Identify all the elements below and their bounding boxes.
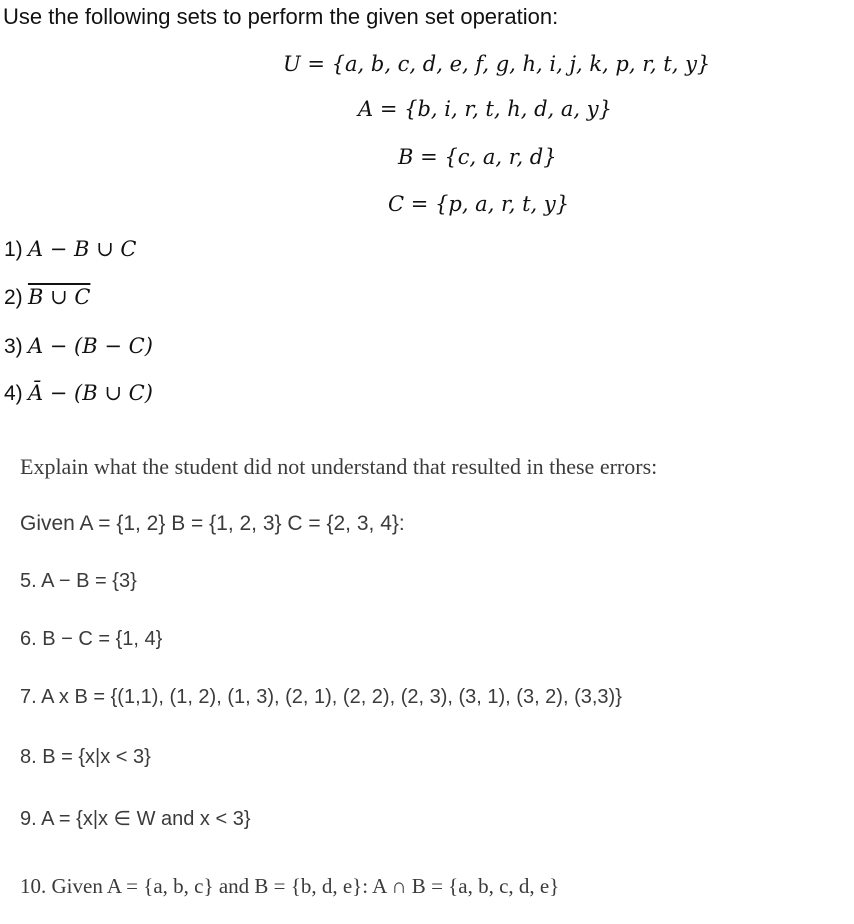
set-b: B = {c, a, r, d}	[398, 145, 557, 169]
problem-2	[4, 285, 90, 310]
set-c: C = {p, a, r, t, y}	[388, 192, 570, 216]
problem-4	[4, 381, 153, 406]
problem-expression: B ∪ C	[27, 285, 91, 309]
problem-3	[4, 334, 153, 359]
problem-1	[4, 237, 137, 262]
given-sets: Given A = {1, 2} B = {1, 2, 3} C = {2, 3, 4}:	[20, 512, 405, 535]
instructions-text: Use the following sets to perform the given set operation:	[3, 4, 559, 29]
error-item-8: 8. B = {x|x < 3}	[20, 746, 151, 768]
error-item-6: 6. B − C = {1, 4}	[20, 628, 163, 650]
error-item-7: 7. A x B = {(1,1), (1, 2), (1, 3), (2, 1), (2, 2), (2, 3), (3, 1), (3, 2), (3,3)}	[20, 686, 622, 708]
problem-expression: A − B ∪ C	[27, 237, 137, 261]
problem-number: 3)	[4, 335, 23, 358]
error-item-5: 5. A − B = {3}	[20, 570, 137, 592]
problem-number: 1)	[4, 238, 23, 261]
set-a: A = {b, i, r, t, h, d, a, y}	[358, 97, 612, 121]
problem-number: 2)	[4, 286, 23, 309]
error-item-10: 10. Given A = {a, b, c} and B = {b, d, e}: A ∩ B = {a, b, c, d, e}	[20, 874, 560, 898]
error-item-9: 9. A = {x|x ∈ W and x < 3}	[20, 808, 251, 830]
problem-number: 4)	[4, 382, 23, 405]
problem-expression: A − (B − C)	[27, 334, 153, 358]
set-u: U = {a, b, c, d, e, f, g, h, i, j, k, p, r, t, y}	[283, 52, 711, 76]
problem-expression: Ā − (B ∪ C)	[27, 381, 153, 405]
explain-heading: Explain what the student did not understand that resulted in these errors:	[20, 454, 658, 479]
